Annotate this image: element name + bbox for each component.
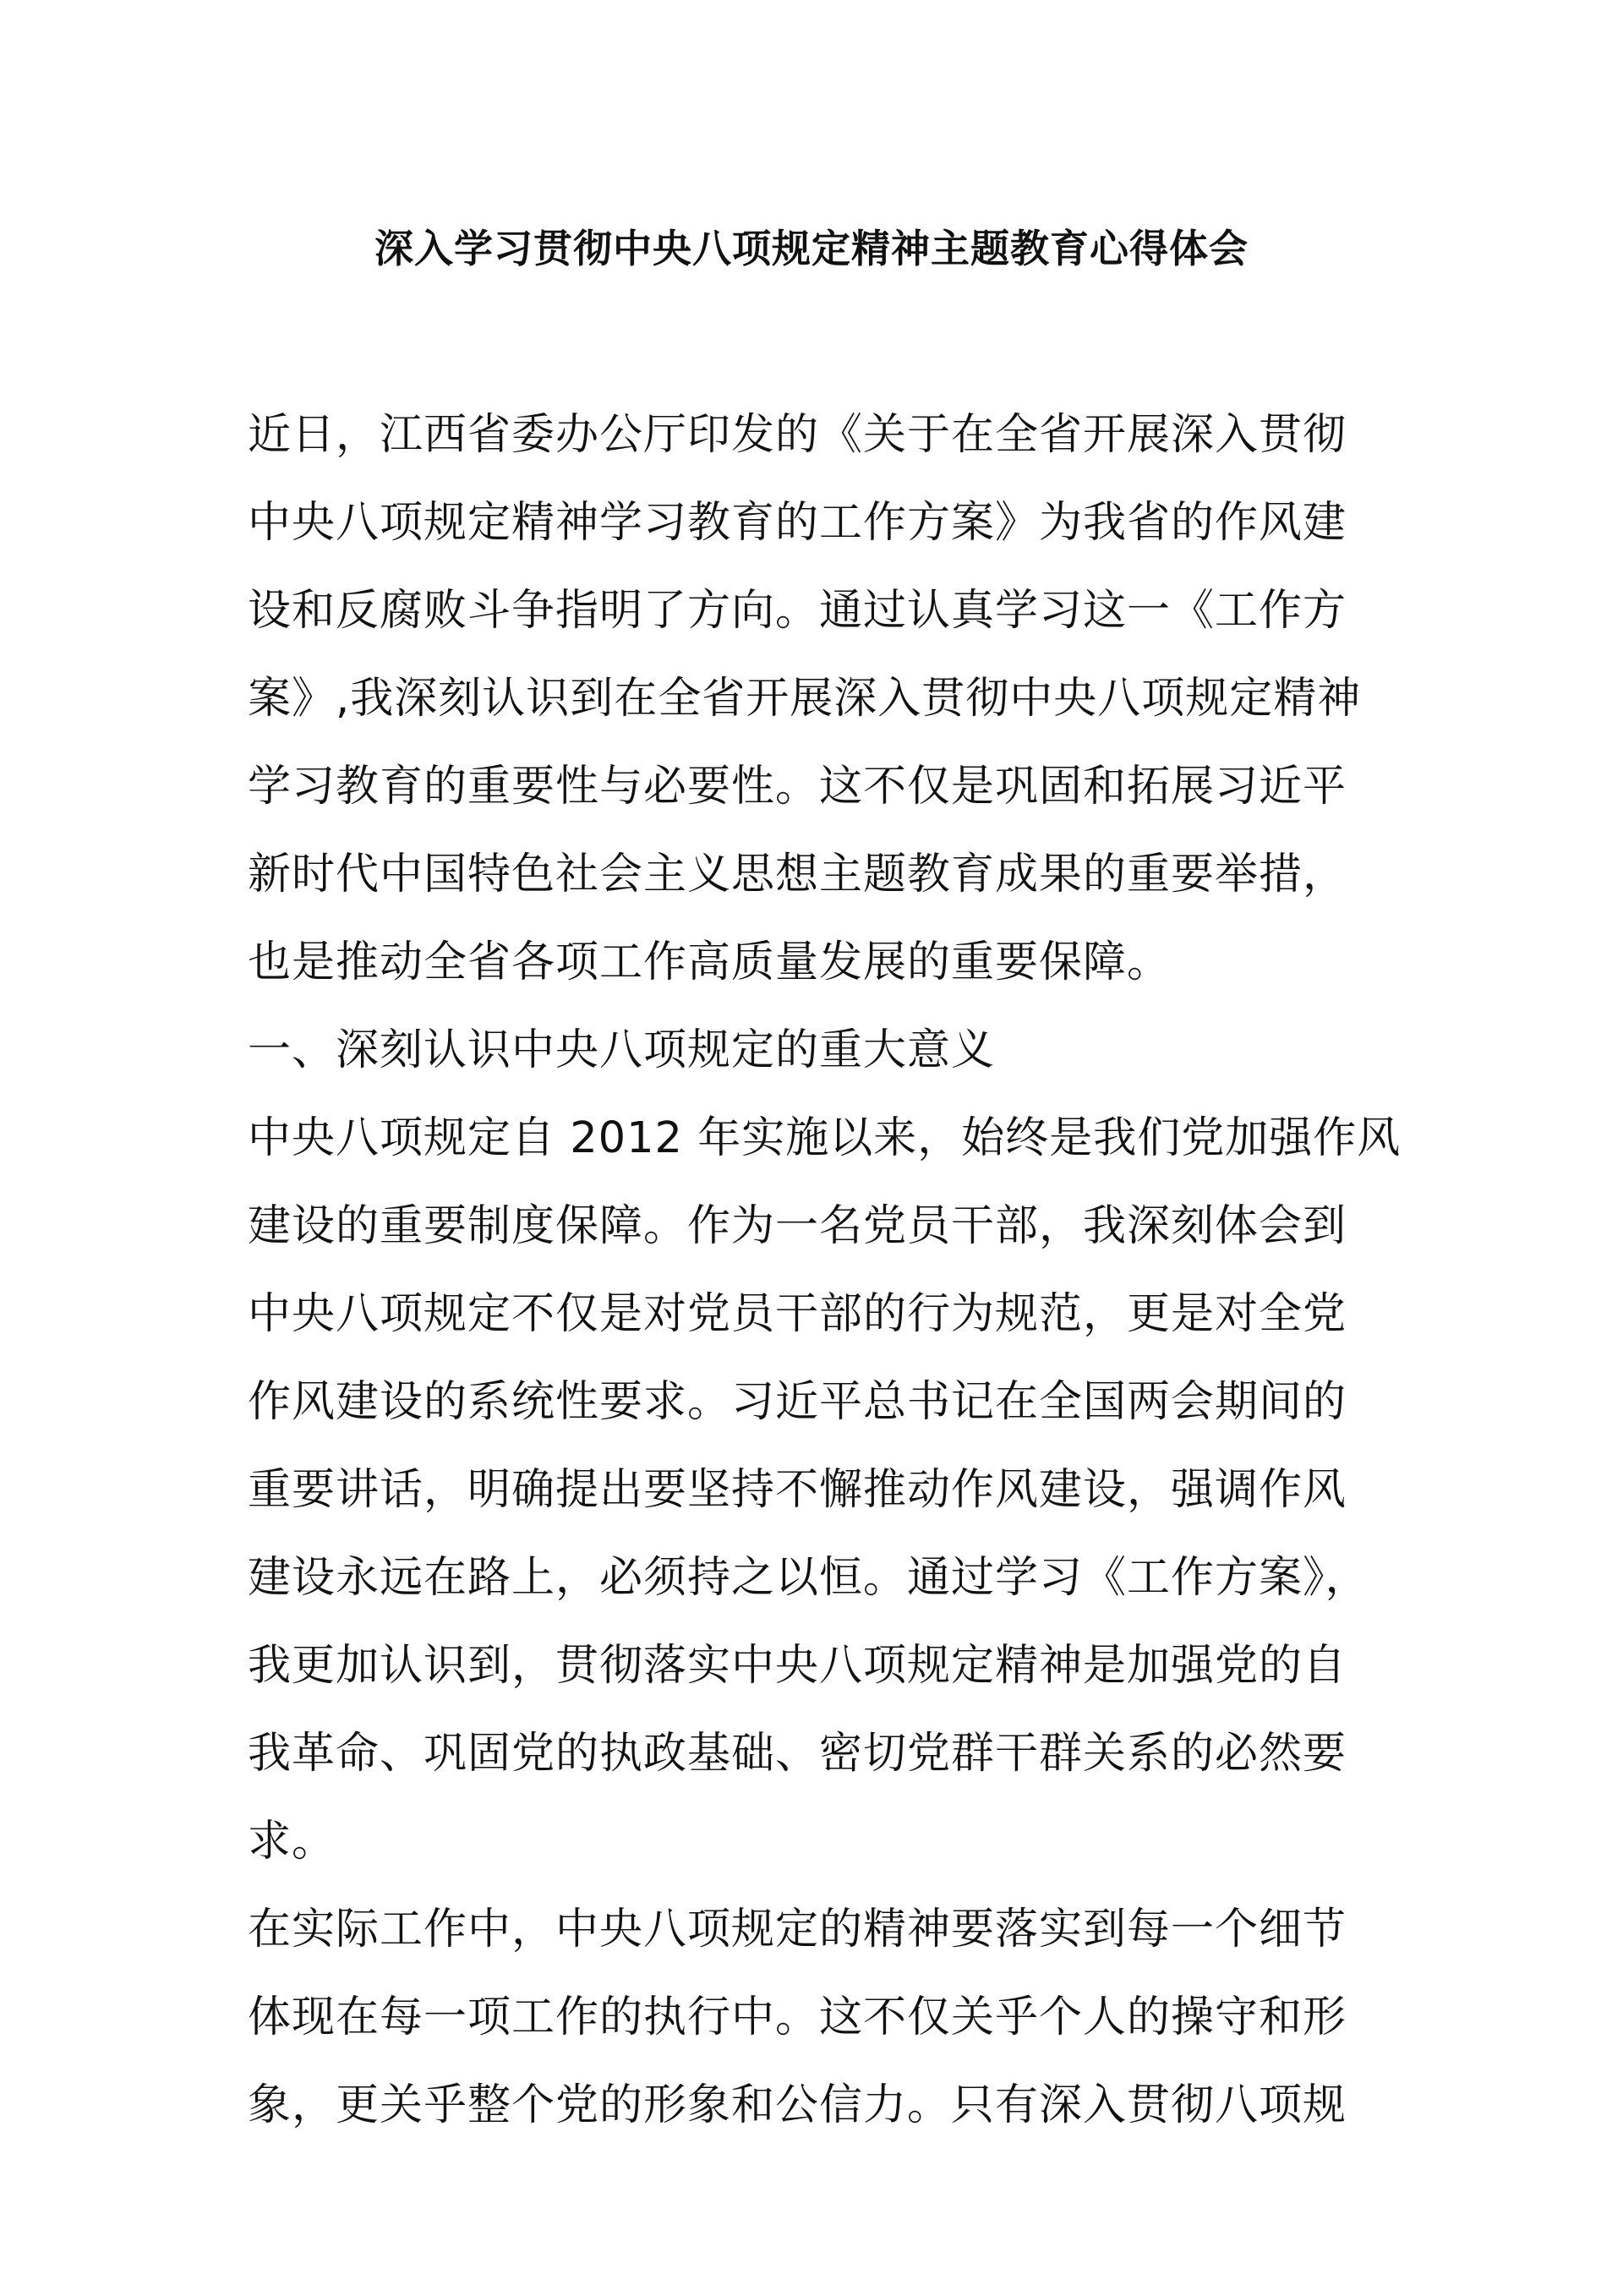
body-line: 作风建设的系统性要求。习近平总书记在全国两会期间的 (248, 1377, 1347, 1427)
body-line: 中央八项规定精神学习教育的工作方案》为我省的作风建 (248, 498, 1347, 548)
body-line: 中央八项规定不仅是对党员干部的行为规范，更是对全党 (248, 1289, 1347, 1339)
body-line: 学习教育的重要性与必要性。这不仅是巩固和拓展习近平 (248, 762, 1347, 812)
body-line: 新时代中国特色社会主义思想主题教育成果的重要举措， (248, 850, 1347, 899)
body-line: 中央八项规定自 2012 年实施以来，始终是我们党加强作风 (248, 1113, 1402, 1163)
body-line: 我革命、巩固党的执政基础、密切党群干群关系的必然要 (248, 1729, 1347, 1779)
body-line: 重要讲话，明确提出要坚持不懈推动作风建设，强调作风 (248, 1465, 1347, 1515)
body-line: 设和反腐败斗争指明了方向。通过认真学习这一《工作方 (248, 586, 1347, 636)
body-line: 象，更关乎整个党的形象和公信力。只有深入贯彻八项规 (248, 2080, 1347, 2130)
body-line: 建设永远在路上，必须持之以恒。通过学习《工作方案》， (248, 1553, 1369, 1603)
body-line: 近日，江西省委办公厅印发的《关于在全省开展深入贯彻 (248, 410, 1347, 460)
document-title: 深入学习贯彻中央八项规定精神主题教育心得体会 (374, 226, 1249, 271)
body-line: 建设的重要制度保障。作为一名党员干部，我深刻体会到 (248, 1201, 1347, 1251)
body-line: 体现在每一项工作的执行中。这不仅关乎个人的操守和形 (248, 1993, 1347, 2042)
body-line: 我更加认识到，贯彻落实中央八项规定精神是加强党的自 (248, 1641, 1347, 1691)
body-line: 求。 (248, 1817, 336, 1867)
body-line: 也是推动全省各项工作高质量发展的重要保障。 (248, 938, 1172, 987)
section-heading: 一、深刻认识中央八项规定的重大意义 (248, 1025, 996, 1075)
body-line: 案》,我深刻认识到在全省开展深入贯彻中央八项规定精神 (248, 674, 1362, 724)
body-line: 在实际工作中，中央八项规定的精神要落实到每一个细节 (248, 1905, 1347, 1954)
